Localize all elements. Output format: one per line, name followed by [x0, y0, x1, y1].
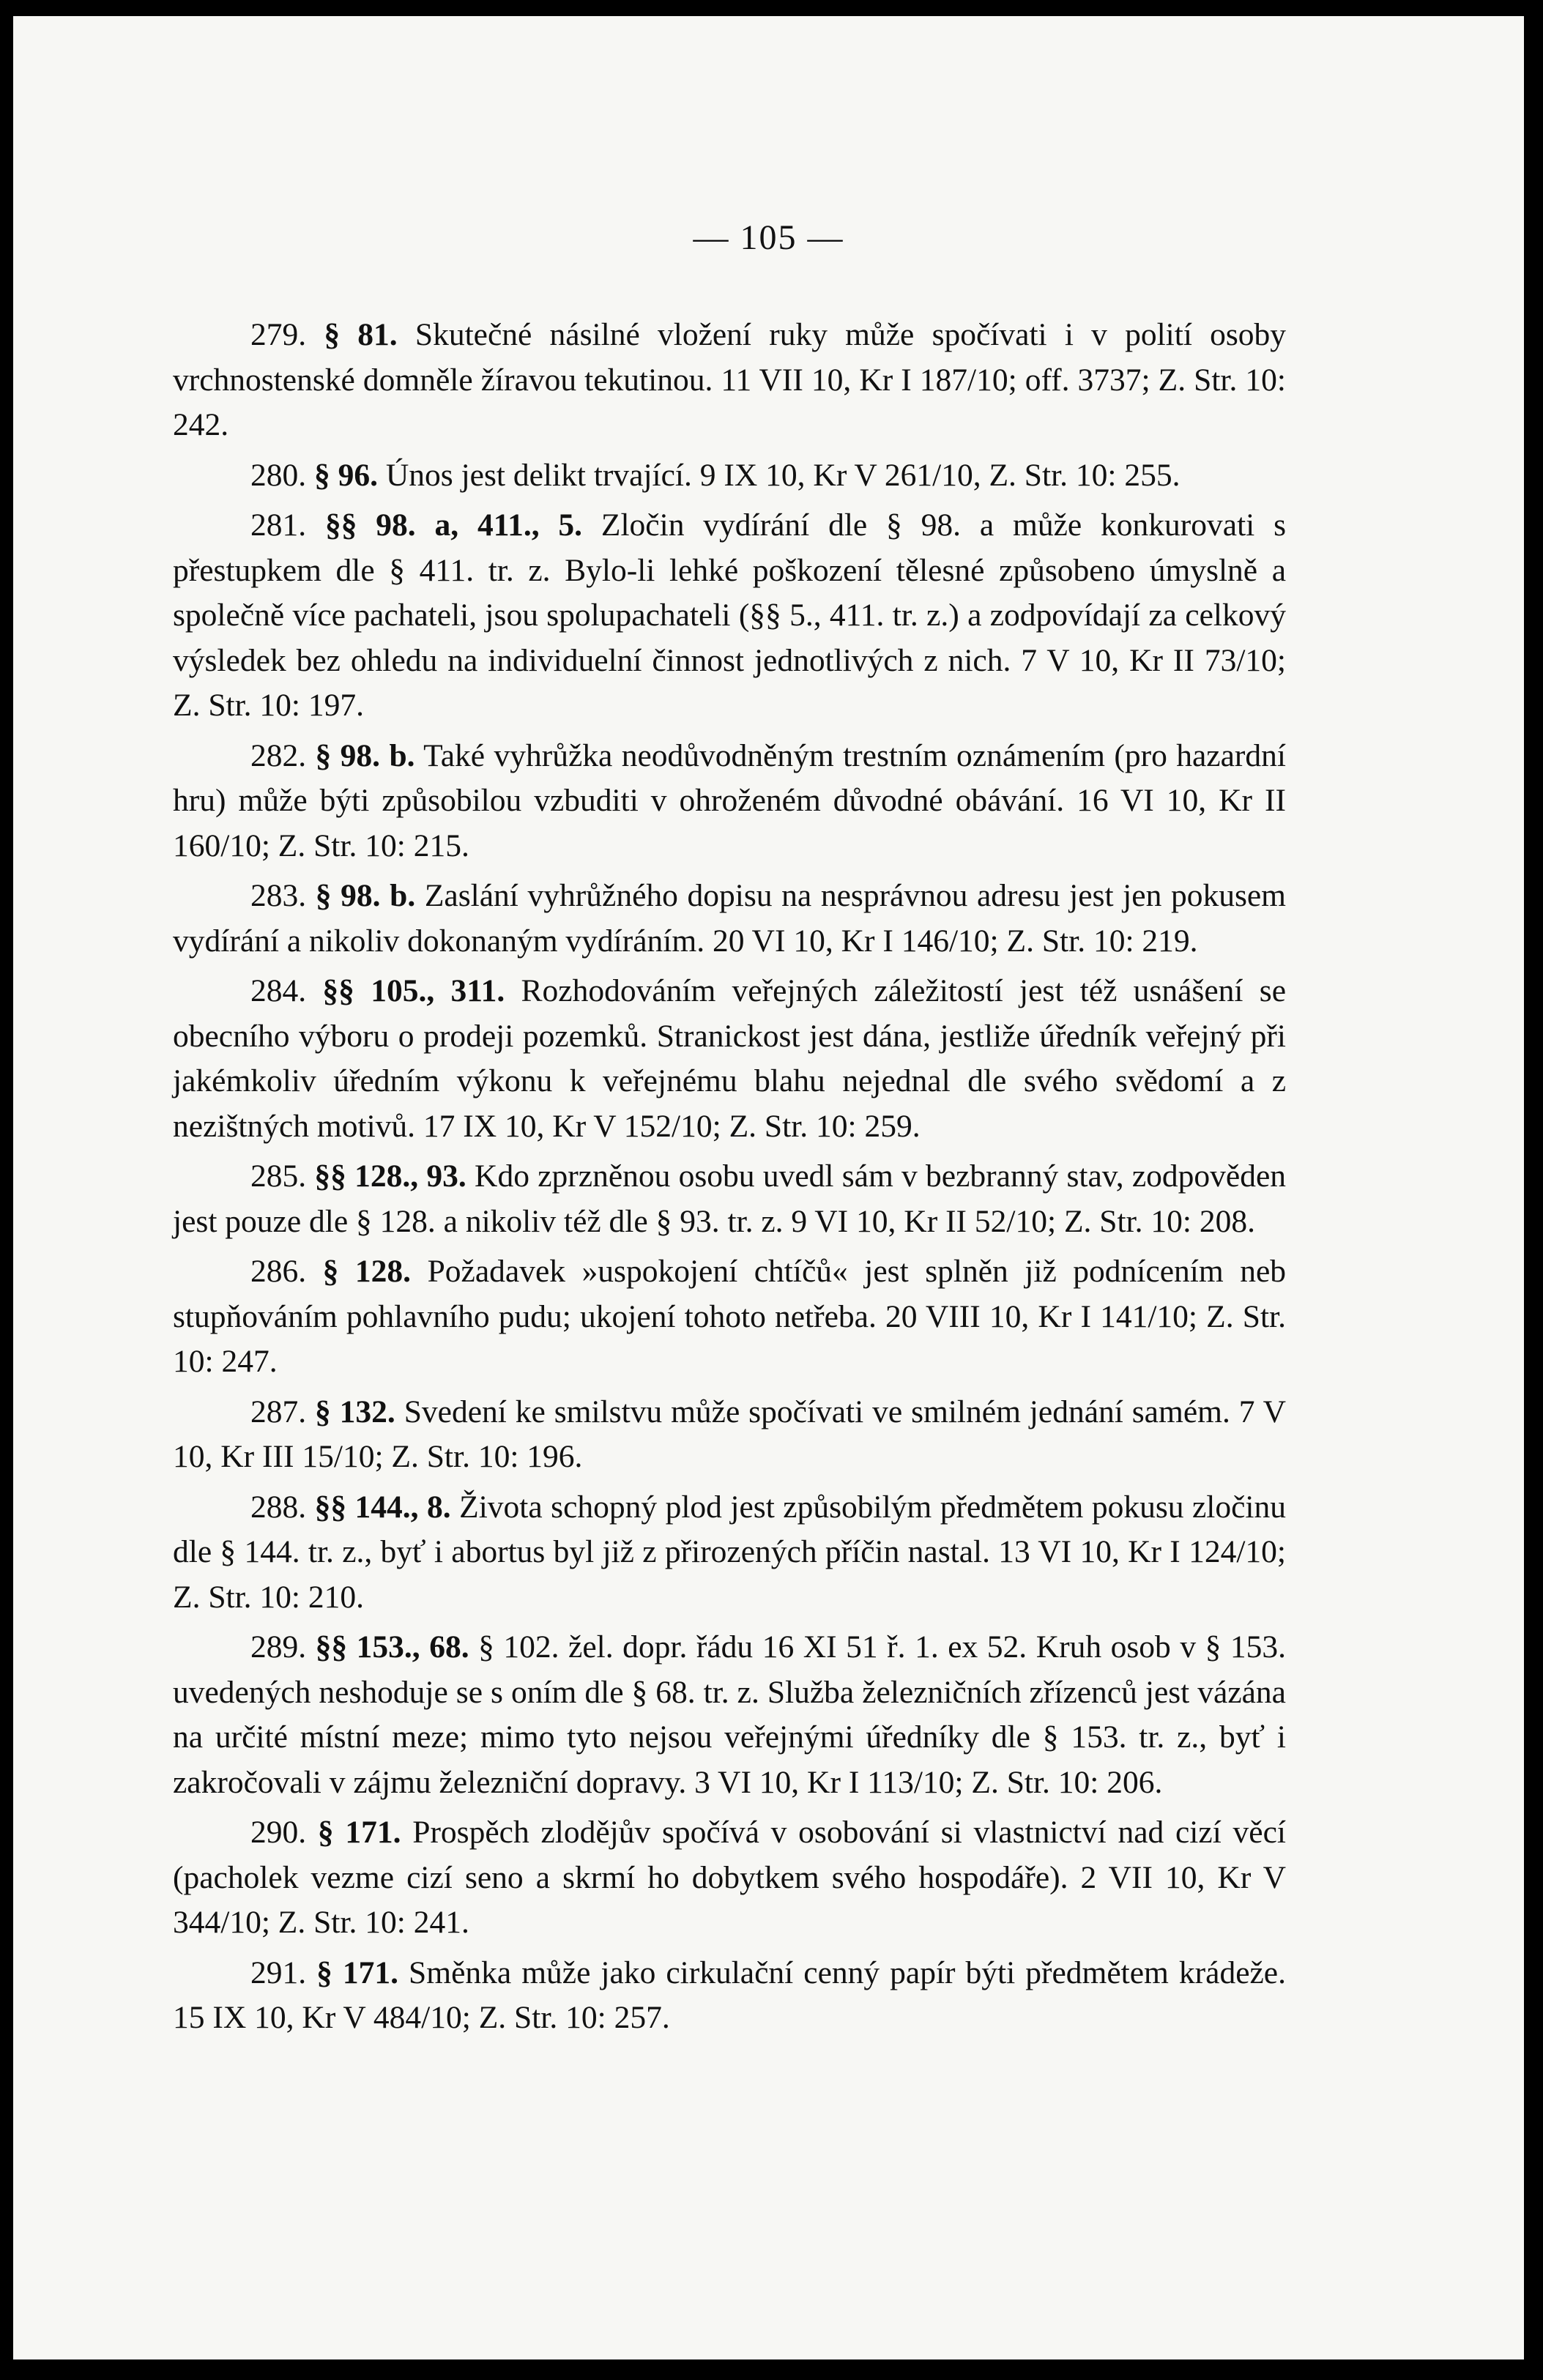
case-entry	[173, 1810, 1286, 1946]
entry-text: Kdo zprzněnou osobu uvedl sám v bezbranný stav, zodpověden jest pouze dle § 128. a nikoliv též dle § 93. tr. z. 9 VI 10, Kr II 52/10; Z. Str. 10: 208.	[173, 1159, 1287, 1239]
case-entry	[173, 1625, 1286, 1805]
case-entry	[173, 503, 1286, 729]
case-entry	[173, 313, 1286, 448]
entry-paragraph-ref: § 171.	[316, 1955, 399, 1990]
entry-paragraph-ref: § 128.	[322, 1254, 412, 1289]
entry-text: Směnka může jako cirkulační cenný papír býti předmětem krádeže. 15 IX 10, Kr V 484/10; Z. Str. 10: 257.	[173, 1955, 1286, 2035]
case-entry	[173, 453, 1286, 499]
entry-number: 287.	[250, 1394, 307, 1429]
entry-number: 284.	[250, 973, 307, 1008]
entry-text: Únos jest delikt trvající. 9 IX 10, Kr V 261/10, Z. Str. 10: 255.	[385, 457, 1181, 493]
entry-paragraph-ref: §§ 105., 311.	[322, 973, 505, 1008]
entry-paragraph-ref: §§ 98. a, 411., 5.	[324, 507, 583, 543]
entry-text: Svedení ke smilstvu může spočívati ve smilném jednání samém. 7 V 10, Kr III 15/10; Z. Str. 10: 196.	[173, 1394, 1287, 1474]
entry-number: 280.	[250, 457, 307, 493]
case-entry	[173, 874, 1286, 964]
entry-paragraph-ref: § 132.	[315, 1394, 395, 1429]
case-entry	[173, 969, 1286, 1149]
entry-paragraph-ref: § 171.	[317, 1815, 401, 1850]
case-entry	[173, 1249, 1286, 1385]
case-entries	[173, 313, 1286, 2046]
entry-text: Požadavek »uspokojení chtíčů« jest splněn již podnícením neb stupňováním pohlavního pudu; ukojení tohoto netřeba. 20 VIII 10, Kr I 141/10; Z. Str. 10: 247.	[173, 1254, 1287, 1379]
entry-paragraph-ref: § 96.	[314, 457, 378, 493]
entry-paragraph-ref: §§ 128., 93.	[314, 1159, 466, 1194]
entry-text: Života schopný plod jest způsobilým předmětem pokusu zločinu dle § 144. tr. z., byť i abortus byl již z přirozených příčin nastal. 13 VI 10, Kr I 124/10; Z. Str. 10: 210.	[173, 1489, 1287, 1615]
entry-number: 286.	[250, 1254, 307, 1289]
entry-paragraph-ref: § 98. b.	[315, 737, 415, 773]
case-entry	[173, 1390, 1286, 1480]
entry-number: 279.	[250, 317, 307, 352]
entry-paragraph-ref: §§ 153., 68.	[315, 1629, 469, 1665]
book-page	[13, 16, 1524, 2359]
entry-text: Zločin vydírání dle § 98. a může konkurovati s přestupkem dle § 411. tr. z. Bylo-li lehké poškození tělesné způsobeno úmyslně a společně více pachateli, jsou spolupachateli (§§ 5., 411. tr. z.) a zodpovídají za celkový výsledek bez ohledu na individuelní činnost jednotlivých z nich. 7 V 10, Kr II 73/10; Z. Str. 10: 197.	[173, 507, 1287, 723]
case-entry	[173, 1485, 1286, 1621]
entry-text: § 102. žel. dopr. řádu 16 XI 51 ř. 1. ex 52. Kruh osob v § 153. uvedených neshoduje se s oním dle § 68. tr. z. Služba železničních zřízenců jest vázána na určité místní meze; mimo tyto nejsou veřejnými úředníky dle § 153. tr. z., byť i zakročovali v zájmu železniční dopravy. 3 VI 10, Kr I 113/10; Z. Str. 10: 206.	[173, 1629, 1287, 1800]
page-number: — 105 —	[693, 218, 844, 257]
entry-text: Také vyhrůžka neodůvodněným trestním oznámením (pro hazardní hru) může býti způsobilou vzbuditi v ohroženém důvodné obávání. 16 VI 10, Kr II 160/10; Z. Str. 10: 215.	[173, 737, 1286, 863]
entry-number: 281.	[250, 507, 307, 543]
entry-number: 289.	[250, 1629, 307, 1665]
entry-number: 283.	[250, 878, 307, 913]
entry-number: 288.	[250, 1489, 307, 1525]
entry-number: 282.	[250, 737, 307, 773]
entry-number: 290.	[250, 1815, 307, 1850]
entry-paragraph-ref: §§ 144., 8.	[314, 1489, 451, 1525]
case-entry	[173, 734, 1286, 869]
entry-paragraph-ref: § 98. b.	[315, 878, 416, 913]
entry-paragraph-ref: § 81.	[324, 317, 398, 352]
entry-number: 291.	[250, 1955, 307, 1990]
case-entry	[173, 1951, 1286, 2041]
entry-text: Rozhodováním veřejných záležitostí jest též usnášení se obecního výboru o prodeji pozemků. Stranickost jest dána, jestliže úředník veřejný při jakémkoliv úředním výkonu k veřejnému blahu nejednal dle svého svědomí a z nezištných motivů. 17 IX 10, Kr V 152/10; Z. Str. 10: 259.	[173, 973, 1287, 1144]
entry-text: Prospěch zlodějův spočívá v osobování si vlastnictví nad cizí věcí (pacholek vezme cizí seno a skrmí ho dobytkem svého hospodáře). 2 VII 10, Kr V 344/10; Z. Str. 10: 241.	[173, 1815, 1286, 1940]
entry-number: 285.	[250, 1159, 307, 1194]
entry-text: Zaslání vyhrůžného dopisu na nesprávnou adresu jest jen pokusem vydírání a nikoliv dokonaným vydíráním. 20 VI 10, Kr I 146/10; Z. Str. 10: 219.	[173, 878, 1287, 959]
entry-text: Skutečné násilné vložení ruky může spočívati i v polití osoby vrchnostenské domněle žíravou tekutinou. 11 VII 10, Kr I 187/10; off. 3737; Z. Str. 10: 242.	[173, 317, 1287, 442]
case-entry	[173, 1154, 1286, 1244]
